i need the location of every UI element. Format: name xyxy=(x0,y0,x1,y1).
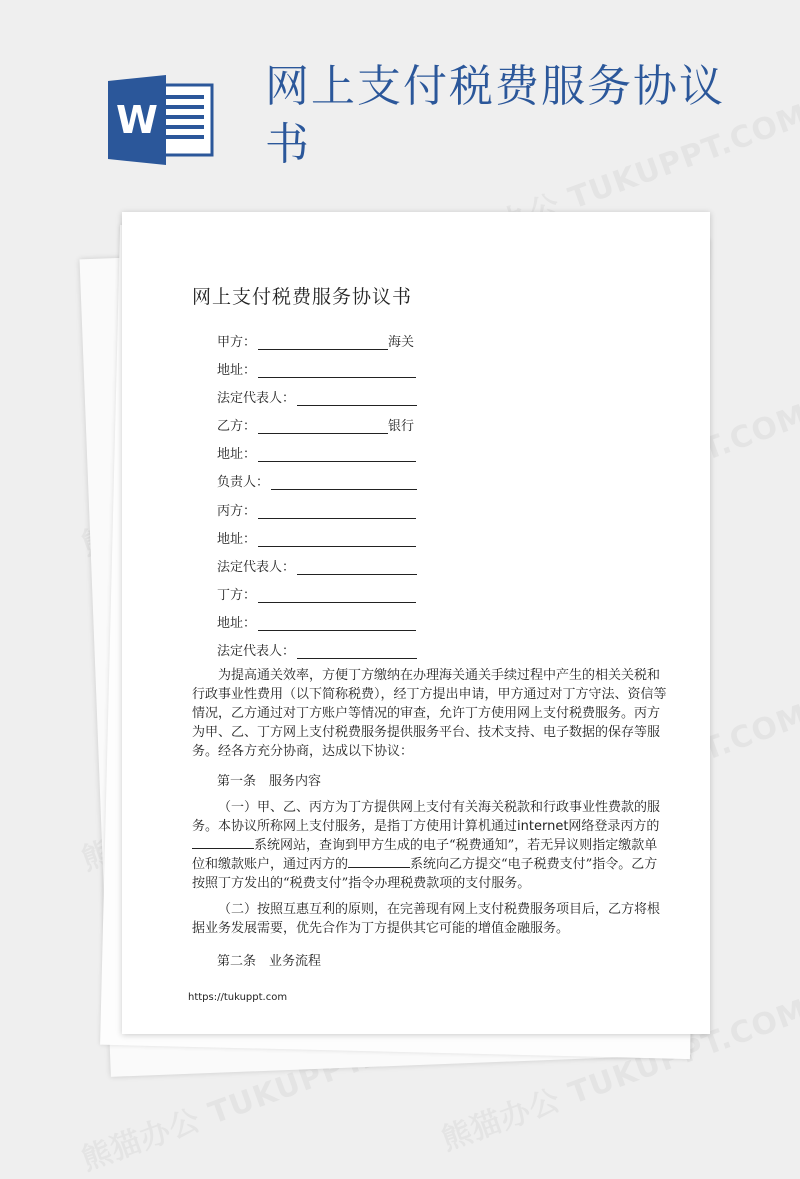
clause-text: internet xyxy=(517,819,569,834)
party-bing-rep xyxy=(217,556,417,575)
document-title: 网上支付税费服务协议书 xyxy=(192,286,413,308)
word-icon xyxy=(108,75,218,165)
party-bing-address xyxy=(217,528,416,547)
party-ding-address xyxy=(217,612,416,631)
party-yi-head xyxy=(217,471,417,490)
article-heading: 第一条 服务内容 xyxy=(217,774,322,789)
party-ding-rep xyxy=(217,640,417,659)
party-ding xyxy=(217,584,416,603)
party-label: 负责人： xyxy=(217,475,270,490)
party-label: 法定代表人： xyxy=(217,644,296,659)
party-label: 地址： xyxy=(217,616,257,631)
clause-paragraph: （二）按照互惠互利的原则，在完善现有网上支付税费服务项目后，乙方将根据业务发展需要，优先合作为丁方提供其它可能的增值金融服务。 xyxy=(192,902,661,936)
fill-line xyxy=(297,644,417,659)
page-title: 网上支付税费服务协议书 xyxy=(265,61,725,170)
party-jia-rep xyxy=(217,387,417,406)
party-yi-address xyxy=(217,443,416,462)
fill-line xyxy=(258,588,416,603)
party-label: 地址： xyxy=(217,363,257,378)
party-label: 地址： xyxy=(217,447,257,462)
party-yi xyxy=(217,415,414,434)
fill-line xyxy=(258,532,416,547)
article-heading: 第二条 业务流程 xyxy=(217,954,322,969)
clause-text: （一）甲、乙、丙方为丁方提供网上支付有关海关税款和行政事业性费款的服务。本协议所称网上支付服务，是指丁方使用计算机通过 xyxy=(192,800,661,834)
clause-text: 系统网站，查询到甲方生成的电子“税费通知”，若无异议则指定缴款单位和缴款账户，通过丙方的 xyxy=(192,838,658,872)
fill-line xyxy=(258,419,388,434)
party-jia-address xyxy=(217,359,416,378)
fill-line xyxy=(271,475,417,490)
fill-line xyxy=(258,616,416,631)
clause-text: 网络登录丙方的 xyxy=(568,819,660,834)
clause-text: 系统向乙方提交“电子税费支付”指令。乙方按照丁方发出的“税费支付”指令办理税费款项的支付服务。 xyxy=(192,857,658,891)
party-bing xyxy=(217,500,416,519)
blank-field xyxy=(192,836,254,849)
party-label: 丙方： xyxy=(217,504,257,519)
party-label: 地址： xyxy=(217,532,257,547)
document-page xyxy=(122,212,710,1034)
intro-paragraph: 为提高通关效率，方便丁方缴纳在办理海关通关手续过程中产生的相关关税和行政事业性费用（以下简称税费），经丁方提出申请，甲方通过对丁方守法、资信等情况，乙方通过对丁方账户等情况的审查，允许丁方使用网上支付税费服务。丙方为甲、乙、丁方网上支付税费服务提供服务平台、技术支持、电子数据的保存等服务。经各方充分协商，达成以下协议： xyxy=(192,668,667,759)
source-url: https://tukuppt.com xyxy=(188,992,288,1003)
svg-text:W: W xyxy=(116,98,158,142)
fill-line xyxy=(297,560,417,575)
party-label: 甲方： xyxy=(217,335,257,350)
fill-line xyxy=(258,447,416,462)
fill-line xyxy=(258,335,388,350)
fill-line xyxy=(258,504,416,519)
party-suffix: 银行 xyxy=(388,419,415,434)
party-label: 法定代表人： xyxy=(217,391,296,406)
party-suffix: 海关 xyxy=(388,335,415,350)
party-label: 乙方： xyxy=(217,419,257,434)
party-label: 法定代表人： xyxy=(217,560,296,575)
blank-field xyxy=(348,855,410,868)
party-jia xyxy=(217,331,414,350)
party-label: 丁方： xyxy=(217,588,257,603)
fill-line xyxy=(297,391,417,406)
clause-paragraph xyxy=(192,798,667,893)
fill-line xyxy=(258,363,416,378)
